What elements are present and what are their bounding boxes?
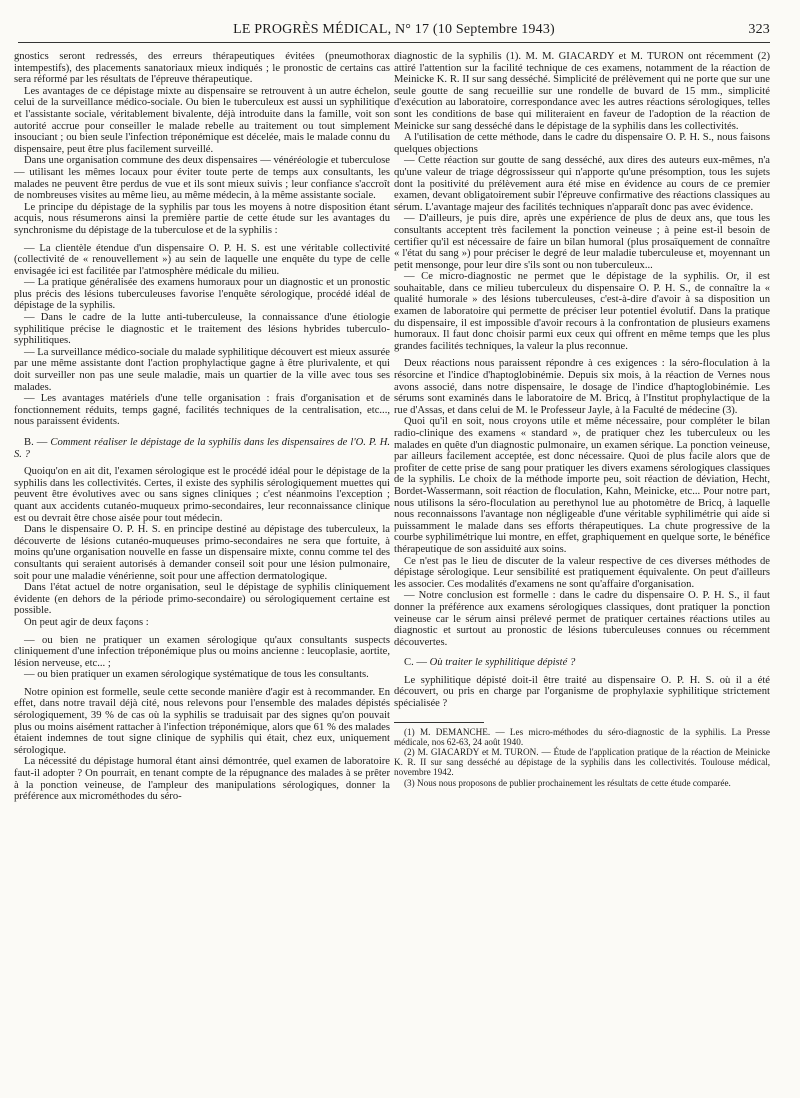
paragraph: gnostics seront redressés, des erreurs thérapeutiques évitées (pneumothorax intempestifs), des placements sanatoriaux mieux indiqués ; le pronostic de certains cas sera réformé par les résultats de l'épreuve thérapeutique. (14, 51, 390, 86)
footnote-divider (394, 722, 484, 723)
paragraph: Dans l'état actuel de notre organisation, seul le dépistage de syphilis cliniquement évidente (en dehors de la période primo-secondaire) ou sérologiquement certaine est possible. (14, 582, 390, 617)
paragraph: Quoi qu'il en soit, nous croyons utile et même nécessaire, pour compléter le bilan radio-clinique des examens « standard », de pratiquer chez les tuberculeux ou les malades en quête d'un diagnostic pulmonaire, un examen sérique. La ponction veineuse, par ailleurs facilement acceptée, est donc nécessaire. Quoi de plus facile alors que de profiter de cette prise de sang pour pratiquer les divers examens sérologiques classiques de la syphilis. Le choix de la méthode importe peu, soit réaction de déviation, Hecht, Bordet-Wassermann, soit réaction de floculation, Kahn, Meinicke, etc... Pour notre part, nous utilisons la séro-floculation au perethynol lue au photomètre de Bricq, à laquelle nous reconnaissons l'avantage non négligeable d'une véritable syphilimétrie qui aide si puissamment le malade dans ses efforts thérapeutiques. La chute progressive de la courbe syphilimétrique lui montre, en effet, graphiquement en quelque sorte, le bénéfice thérapeutique de son assiduité aux soins. (394, 416, 770, 555)
paragraph: — D'ailleurs, je puis dire, après une expérience de plus de deux ans, que tous les consultants acceptent très facilement la ponction veineuse ; à peine est-il besoin de certifier qu'il est nécessaire de faire un bilan humoral (plus prosaïquement de connaître « l'état du sang ») pour préciser le degré de leur maladie tuberculeuse et, moyennant un petit mensonge, pour leur dire s'ils sont ou non tuberculeux... (394, 213, 770, 271)
paragraph: La nécessité du dépistage humoral étant ainsi démontrée, quel examen de laboratoire faut-il adopter ? On pourrait, en tenant compte de la répugnance des malades à se prêter à la ponction veineuse, de l'ampleur des manipulations sérologiques, donner la préférence aux microméthodes du séro- (14, 756, 390, 803)
section-number: C. — (404, 657, 427, 669)
paragraph: — La surveillance médico-sociale du malade syphilitique découvert est mieux assurée par une même assistante dont l'action prophylactique gagne à être plurivalente, et qui doit surveiller non pas une seule maladie, mais un quartier de la ville avec tous ses malades. (14, 346, 390, 393)
page-number: 323 (748, 22, 770, 37)
section-number: B. — (24, 437, 48, 448)
footnote-2: (2) M. GIACARDY et M. TURON. — Étude de l'application pratique de la réaction de Meinicke K. R. II sur sang desséché au dépistage de la syphilis dans les collectivités. Toulouse médical, novembre 1942. (394, 747, 770, 778)
paragraph: diagnostic de la syphilis (1). M. M. GIACARDY et M. TURON ont récemment (2) attiré l'attention sur la facilité technique de ces examens, notamment de la réaction de Meinicke K. R. II sur sang desséché. Simplicité de prélèvement qui ne porte que sur une seule goutte de sang recueillie sur une rondelle de buvard de 15 mm., simplicité d'exécution au laboratoire, correspondance avec les autres réactions sérologiques, telles sont les conditions de base qui militeraient en faveur de l'adoption de la réaction de Meinicke sur sang desséché dans le dépistage de la syphilis dans les collectivités. (394, 51, 770, 132)
paragraph: On peut agir de deux façons : (24, 616, 149, 628)
paragraph: — ou bien pratiquer un examen sérologique systématique de tous les consultants. (24, 669, 369, 681)
footnote-1: (1) M. DEMANCHE. — Les micro-méthodes du séro-diagnostic de la syphilis. La Presse médicale, nos 62-63, 24 août 1940. (394, 726, 770, 747)
right-column (394, 51, 770, 803)
left-column (14, 51, 390, 803)
paragraph: Dans une organisation commune des deux dispensaires — vénéréologie et tuberculose — utilisant les mêmes locaux pour éviter toute perte de temps aux consultants, les malades ne peuvent être perdus de vue et ils sont mieux suivis ; leur confiance s'accroît de nombreuses visites au même lieu, au même médecin, à la même assistante sociale. (14, 155, 390, 202)
paragraph: Quoiqu'on en ait dit, l'examen sérologique est le procédé idéal pour le dépistage de la syphilis dans les collectivités. Certes, il existe des syphilis sérologiquement muettes qui peuvent être évolutives avec ou sans signes cliniques ; c'est néanmoins l'exception ; quant aux accidents cutanéo-muqueux primo-secondaires, leur reconnaissance clinique est ou devrait être chose aisée pour tout médecin. (14, 466, 390, 524)
section-title: Comment réaliser le dépistage de la syphilis dans les dispensaires de l'O. P. H. S. ? (14, 437, 390, 460)
paragraph: — ou bien ne pratiquer un examen sérologique qu'aux consultants suspects cliniquement d'une infection tréponémique plus ou moins ancienne : leucoplasie, aortite, lésion nerveuse, etc... ; (14, 634, 390, 669)
two-column-body (14, 51, 770, 803)
section-heading-c (394, 657, 770, 669)
running-header (18, 22, 770, 43)
paragraph: — La clientèle étendue d'un dispensaire O. P. H. S. est une véritable collectivité (collectivité de « renouvellement ») au sein de laquelle une enquête du type de celle envisagée ici est facilitée par l'atmosphère médicale du milieu. (14, 242, 390, 277)
paragraph: A l'utilisation de cette méthode, dans le cadre du dispensaire O. P. H. S., nous faisons quelques objections (394, 132, 770, 155)
paragraph: Notre opinion est formelle, seule cette seconde manière d'agir est à recommander. En effet, dans notre travail déjà cité, nous relevons pour l'ensemble des malades dépistés sérologiquement, 39 % de cas où la syphilis se traduisait par des signes qu'on pouvait plus ou moins aisément rattacher à l'infection tréponémique, alors que 61 % des malades étaient indemnes de tout signe clinique de syphilis qui était, chez eux, uniquement sérologique. (14, 686, 390, 756)
paragraph: Ce n'est pas le lieu de discuter de la valeur respective de ces diverses méthodes de dépistage sérologique. Leur sensibilité est pratiquement équivalente. On peut d'ailleurs les associer. Ces modalités d'examens ne sont qu'affaire d'organisation. (394, 555, 770, 590)
paragraph: — Notre conclusion est formelle : dans le cadre du dispensaire O. P. H. S., il faut donner la préférence aux examens sérologiques classiques, dont pratiquer la ponction veineuse car le sérum ainsi prélevé permet de pratiquer certaines réactions utiles au diagnostic et surtout au pronostic de lésions tuberculeuses connues ou récemment découvertes. (394, 590, 770, 648)
paragraph: — La pratique généralisée des examens humoraux pour un diagnostic et un pronostic plus précis des lésions tuberculeuses favorise l'enquête sérologique, procédé idéal de dépistage de la syphilis. (14, 277, 390, 312)
section-title: Où traiter le syphilitique dépisté ? (429, 657, 576, 669)
paragraph: — Les avantages matériels d'une telle organisation : frais d'organisation et de fonctionnement réduits, temps gagné, facilités techniques de la centralisation, etc..., nous paraissent évidents. (14, 393, 390, 428)
footnote-3: (3) Nous nous proposons de publier prochainement les résultats de cette étude comparée. (404, 777, 731, 788)
section-heading-b (14, 437, 390, 460)
running-title: LE PROGRÈS MÉDICAL, N° 17 (10 Septembre 1943) (233, 22, 555, 37)
paragraph: Les avantages de ce dépistage mixte au dispensaire se retrouvent à un autre échelon, celui de la surveillance médico-sociale. Ou bien le tuberculeux est aussi un syphilitique et l'assistante sociale, véritablement bivalente, déjà introduite dans la famille, voit son autorité accrue pour conseiller le malade rebelle au traitement ou tout simplement insouciant ; ou bien seule l'infection tréponémique est décelée, mais le malade connu du dispensaire, peut être plus facilement surveillé. (14, 85, 390, 155)
paragraph: Le syphilitique dépisté doit-il être traité au dispensaire O. P. H. S. où il a été découvert, ou pris en charge par l'organisme de prophylaxie syphilitique strictement spécialisée ? (394, 674, 770, 710)
paragraph: — Dans le cadre de la lutte anti-tuberculeuse, la connaissance d'une étiologie syphilitique précise le diagnostic et le traitement des lésions hybrides tuberculo-syphilitiques. (14, 312, 390, 347)
paragraph: Deux réactions nous paraissent répondre à ces exigences : la séro-floculation à la résorcine et l'indice d'haptoglobinémie. Depuis six mois, à la réaction de Vernes nous avons associé, dans notre dispensaire, le dosage de l'indice d'haptoglobinémie. Les sérums sont examinés dans le laboratoire de M. Bricq, à l'Institut prophylactique de la rue d'Assas, et dans celui de M. le Professeur Jayle, à la Faculté de médecine (3). (394, 358, 770, 416)
paragraph: — Ce micro-diagnostic ne permet que le dépistage de la syphilis. Or, il est souhaitable, dans ce milieu tuberculeux du dispensaire O. P. H. S., de connaître la « qualité humorale » des lésions tuberculeuses, c'est-à-dire d'avoir à sa disposition un examen de laboratoire qui permette de préciser leur potentiel évolutif. Dans la pratique du dispensaire, il est impossible d'avoir recours à la confrontation de plusieurs examens humoraux. Il faut donc choisir parmi eux ceux qui offrent en même temps que les plus grandes facilités techniques, la valeur la plus reconnue. (394, 271, 770, 352)
paragraph: Le principe du dépistage de la syphilis par tous les moyens à notre disposition étant acquis, nous résumerons ainsi la première partie de cette étude sur les avantages du synchronisme du dépistage de la tuberculose et de la syphilis : (14, 201, 390, 236)
paragraph: Dans le dispensaire O. P. H. S. en principe destiné au dépistage des tuberculeux, la découverte de lésions cutanéo-muqueuses primo-secondaires ne sera que fortuite, à moins qu'une organisation nouvelle en fasse un dispensaire mixte, connu comme tel des consultants qui seraient autorisés à demander conseil soit pour une lésion pulmonaire, soit pour une maladie vénérienne, soit pour une affection dermatologique. (14, 524, 390, 582)
paragraph: — Cette réaction sur goutte de sang desséché, aux dires des auteurs eux-mêmes, n'a qu'une valeur de triage dégrossisseur qui n'apporte qu'une présomption, tous les sujets dont la positivité du prélèvement aura été mise en évidence au cours de ce premier examen, devant obligatoirement subir l'épreuve confirmative des réactions classiques au sérum. L'avantage majeur des facilités techniques n'apparaît donc pas avec évidence. (394, 155, 770, 213)
